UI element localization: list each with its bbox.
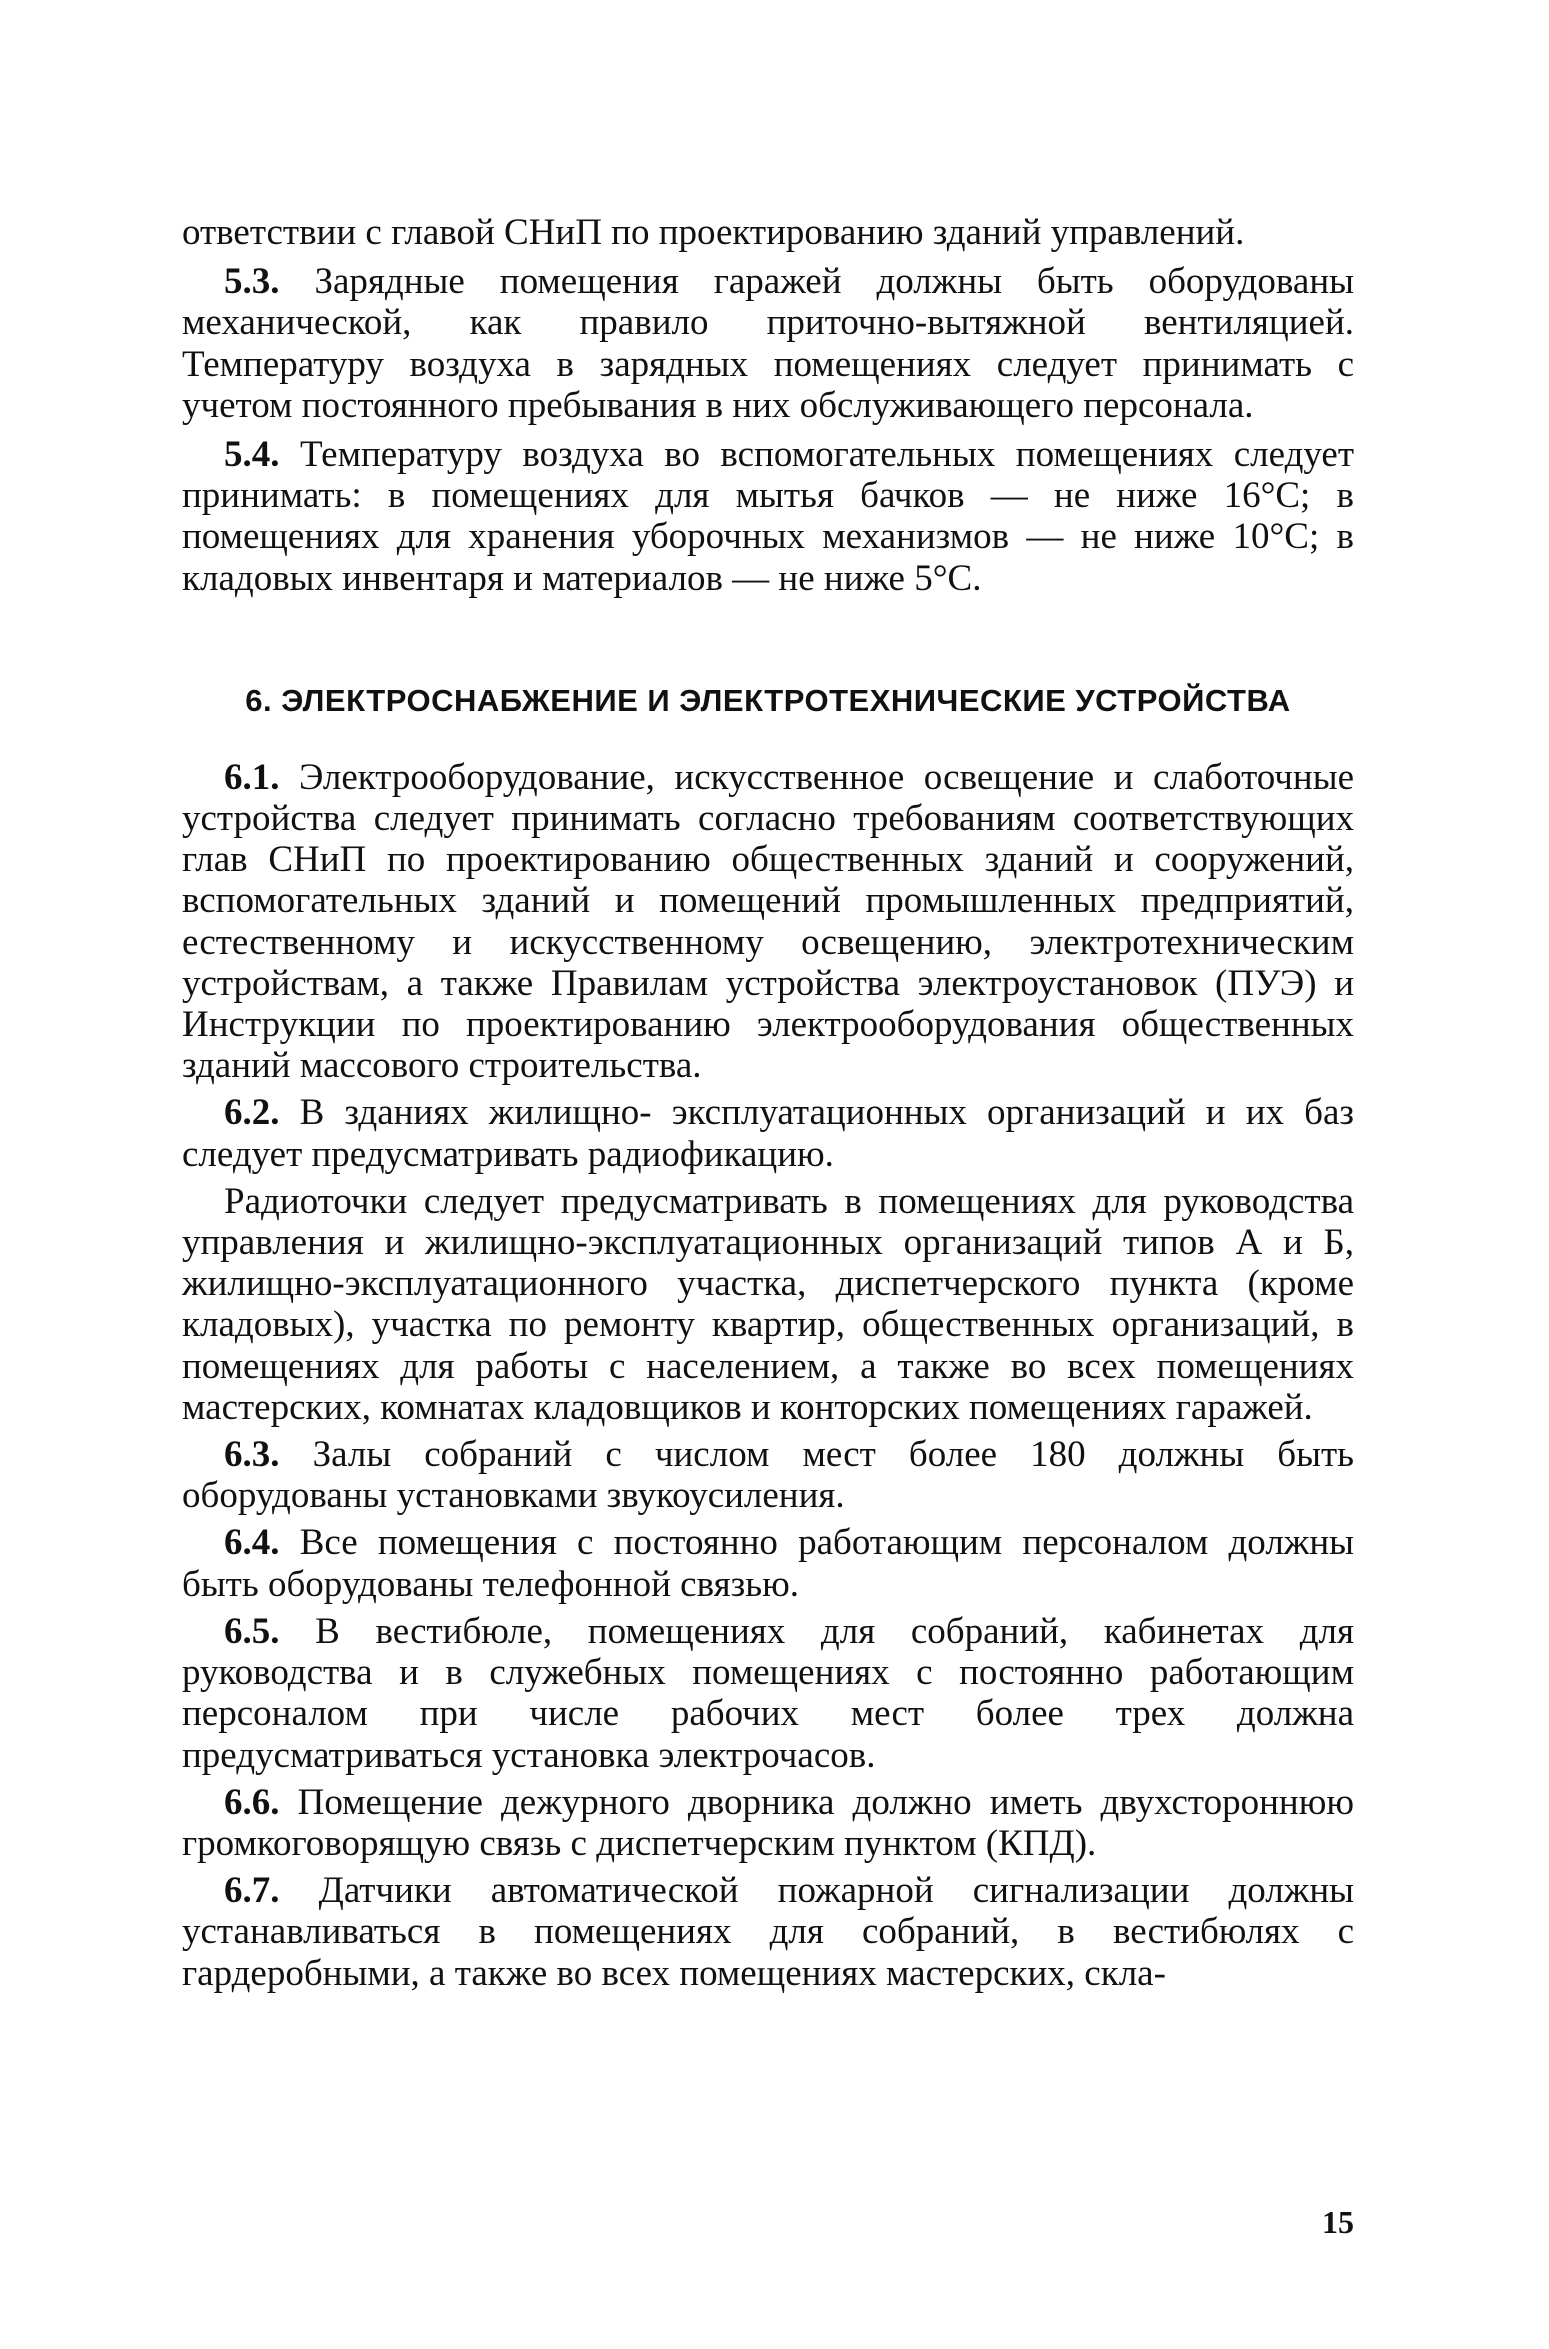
paragraph-number: 5.4.: [224, 434, 280, 476]
paragraph-5-4: [182, 434, 1354, 599]
paragraph-number: 5.3.: [224, 261, 280, 303]
paragraph-text: Все помещения с постоянно работающим персоналом должны быть оборудованы телефонной связью.: [182, 1522, 1355, 1605]
paragraph-number: 6.1.: [224, 756, 280, 798]
paragraph-number: 6.5.: [224, 1610, 280, 1652]
paragraph-number: 6.6.: [224, 1781, 280, 1823]
continuation-paragraph: ответствии с главой СНиП по проектированию зданий управлений.: [182, 212, 1245, 253]
paragraph-text: В вестибюле, помещениях для собраний, кабинетах для руководства и в служебных помещениях с постоянно работающим персоналом при числе рабочих мест более трех должна предусматриваться установка электрочасов.: [182, 1610, 1355, 1776]
paragraph-number: 6.3.: [224, 1434, 280, 1476]
document-page: [182, 212, 1354, 1994]
paragraph-text: Электрооборудование, искусственное освещение и слаботочные устройства следует принимать согласно требованиям соответствующих глав СНиП по проектированию общественных зданий и сооружений, вспомогательных зданий и помещений промышленных предприятий, естественному и искусственному освещению, электротехническим устройствам, а также Правилам устройства электроустановок (ПУЭ) и Инструкции по проектированию электрооборудования общественных зданий массового строительства.: [182, 756, 1355, 1087]
paragraph-6-1: [182, 757, 1354, 1087]
page-number: 15: [1322, 2204, 1354, 2240]
paragraph-text: Датчики автоматической пожарной сигнализации должны устанавливаться в помещениях для собраний, в вестибюлях с гардеробными, а также во всех помещениях мастерских, скла-: [182, 1870, 1354, 1994]
paragraph-number: 6.7.: [224, 1870, 280, 1912]
paragraph-text: Помещение дежурного дворника должно иметь двухстороннюю громкоговорящую связь с диспетчерским пунктом (КПД).: [182, 1781, 1354, 1864]
paragraph-text: В зданиях жилищно- эксплуатационных организаций и их баз следует предусматривать радиофикацию.: [182, 1092, 1355, 1175]
radio-paragraph: Радиоточки следует предусматривать в помещениях для руководства управления и жилищно-эксплуатационных организаций типов А и Б, жилищно-эксплуатационного участка, диспетчерского пункта (кроме кладовых), участка по ремонту квартир, общественных организаций, в помещениях для работы с населением, а также во всех помещениях мастерских, комнатах кладовщиков и конторских помещениях гаражей.: [182, 1180, 1354, 1428]
paragraph-5-3: [182, 261, 1354, 426]
paragraph-number: 6.2.: [224, 1092, 280, 1134]
paragraph-6-6: [182, 1782, 1354, 1864]
section-heading: 6. ЭЛЕКТРОСНАБЖЕНИЕ И ЭЛЕКТРОТЕХНИЧЕСКИЕ УСТРОЙСТВА: [245, 682, 1291, 718]
paragraph-6-7: [182, 1870, 1354, 1994]
paragraph-text: Зарядные помещения гаражей должны быть оборудованы механической, как правило приточно-вытяжной вентиляцией. Температуру воздуха в зарядных помещениях следует принимать с учетом постоянного пребывания в них обслуживающего персонала.: [182, 261, 1355, 426]
paragraph-6-2: [182, 1092, 1354, 1174]
paragraph-6-5: [182, 1611, 1354, 1776]
paragraph-6-4: [182, 1522, 1354, 1604]
paragraph-text: Залы собраний с числом мест более 180 должны быть оборудованы установками звукоусиления.: [182, 1434, 1355, 1517]
paragraph-number: 6.4.: [224, 1522, 280, 1564]
paragraph-text: Температуру воздуха во вспомогательных помещениях следует принимать: в помещениях для мытья бачков — не ниже 16°С; в помещениях для хранения уборочных механизмов — не ниже 10°С; в кладовых инвентаря и материалов — не ниже 5°С.: [182, 434, 1354, 599]
paragraph-6-3: [182, 1434, 1354, 1516]
